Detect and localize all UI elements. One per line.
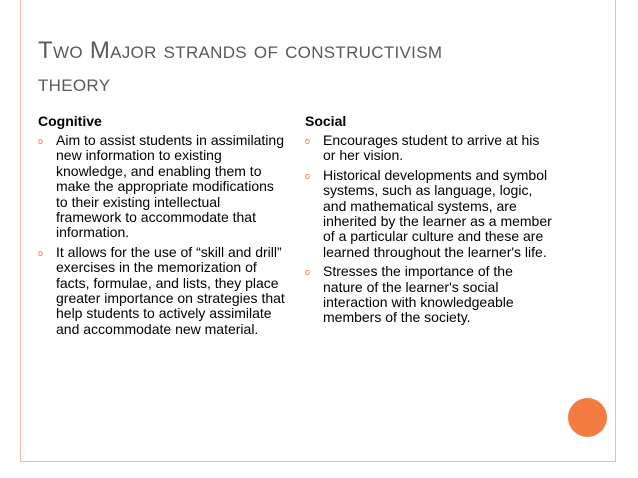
bullet-icon: o (305, 136, 311, 146)
title-cap-t: T (38, 37, 53, 64)
bullet-icon: o (38, 247, 44, 258)
list-item (305, 133, 555, 164)
cognitive-column (38, 112, 288, 341)
list-item (305, 264, 555, 326)
title-line-2: theory (38, 70, 111, 97)
accent-circle-icon (568, 398, 607, 437)
social-column (305, 112, 555, 330)
list-item-text: Historical developments and symbol systems, such as language, logic, and mathematical systems, are inherited by the learner as a member of a particular culture and these are learned throughout the learner's life. (323, 166, 552, 260)
cognitive-list (38, 133, 288, 337)
title-line-1 (38, 37, 442, 64)
list-item-text: Stresses the importance of the nature of the learner's social interaction with knowledgeable members of the society. (323, 263, 514, 326)
slide-title (38, 34, 598, 100)
list-item-text: Encourages student to arrive at his or her vision. (323, 132, 540, 164)
title-rest: ajor strands of constructivism (110, 37, 443, 64)
list-item (38, 133, 288, 241)
list-item (38, 245, 288, 337)
social-list (305, 133, 555, 326)
list-item-text: It allows for the use of “skill and drill” exercises in the memorization of facts, formulae, and lists, they place greater importance on strategies that help students to actively assimilate and accommodate new material. (56, 243, 285, 337)
bullet-icon: o (38, 136, 44, 146)
title-cap-m: M (89, 37, 111, 64)
social-heading: Social (305, 113, 347, 129)
bullet-icon: o (305, 170, 311, 181)
bullet-icon: o (305, 267, 311, 278)
list-item-text: Aim to assist students in assimilating new information to existing knowledge, and enabling them to make the appropriate modifications to their existing intellectual framework to accommodate that information. (56, 132, 284, 241)
list-item (305, 168, 555, 260)
cognitive-heading: Cognitive (38, 113, 102, 129)
title-word-two: wo (52, 37, 90, 64)
